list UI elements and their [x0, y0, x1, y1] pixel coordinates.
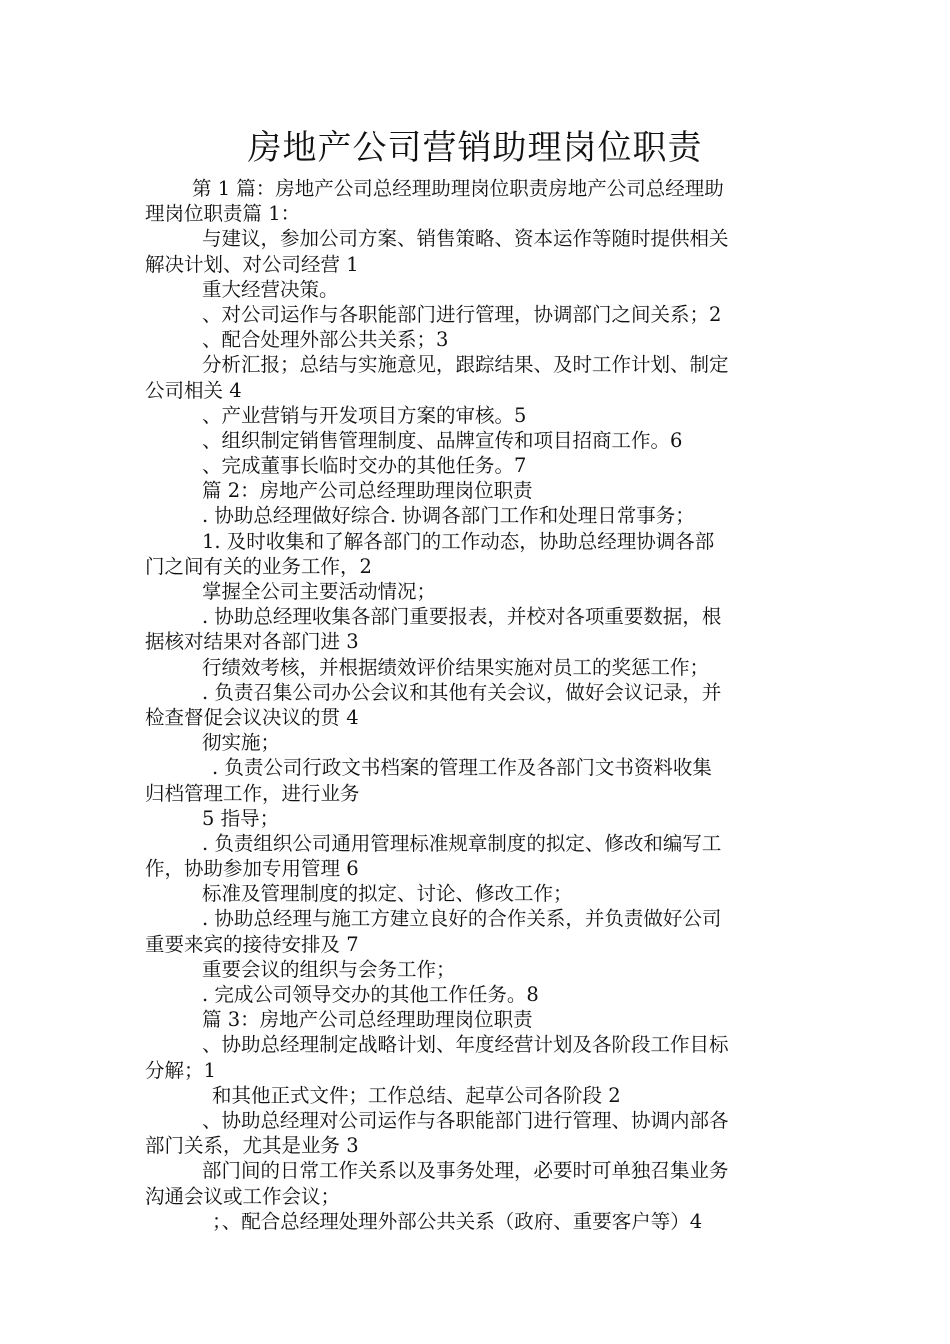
- text-line: 行绩效考核，并根据绩效评价结果实施对员工的奖惩工作；: [202, 655, 710, 679]
- text-line: 部门间的日常工作关系以及事务处理，必要时可单独召集业务: [202, 1159, 729, 1183]
- text-line: 沟通会议或工作会议；: [145, 1184, 341, 1208]
- text-line: ；、配合总经理处理外部公共关系（政府、重要客户等）4: [212, 1209, 703, 1233]
- text-line: 理岗位职责篇 1：: [145, 202, 301, 226]
- text-line: 1. 及时收集和了解各部门的工作动态，协助总经理协调各部: [202, 529, 715, 553]
- text-line: 篇 2：房地产公司总经理助理岗位职责: [202, 479, 533, 503]
- text-line: 、协助总经理对公司运作与各职能部门进行管理、协调内部各: [202, 1108, 729, 1132]
- text-line: 、组织制定销售管理制度、品牌宣传和项目招商工作。6: [202, 428, 683, 452]
- text-line: 重要来宾的接待安排及 7: [145, 932, 359, 956]
- text-line: 5 指导；: [202, 806, 280, 830]
- text-line: 、完成董事长临时交办的其他任务。7: [202, 454, 527, 478]
- text-line: 作，协助参加专用管理 6: [145, 857, 359, 881]
- text-line: 、对公司运作与各职能部门进行管理，协调部门之间关系；2: [202, 302, 722, 326]
- text-line: . 完成公司领导交办的其他工作任务。8: [202, 983, 539, 1006]
- text-line: . 负责公司行政文书档案的管理工作及各部门文书资料收集: [212, 756, 712, 780]
- text-line: 重大经营决策。: [202, 277, 339, 301]
- text-line: . 负责召集公司办公会议和其他有关会议，做好会议记录，并: [202, 680, 722, 704]
- text-line: 解决计划、对公司经营 1: [145, 252, 359, 276]
- text-line: 、配合处理外部公共关系；3: [202, 328, 449, 352]
- text-line: . 协助总经理做好综合. 协调各部门工作和处理日常事务；: [202, 504, 695, 528]
- text-line: 重要会议的组织与会务工作；: [202, 957, 456, 981]
- text-line: 部门关系，尤其是业务 3: [145, 1134, 359, 1158]
- text-line: . 协助总经理与施工方建立良好的合作关系，并负责做好公司: [202, 907, 722, 931]
- text-line: 标准及管理制度的拟定、讨论、修改工作；: [202, 882, 573, 906]
- text-line: 门之间有关的业务工作，2: [145, 554, 372, 578]
- text-line: 公司相关 4: [145, 378, 242, 402]
- text-line: 、协助总经理制定战略计划、年度经营计划及各阶段工作目标: [202, 1033, 729, 1057]
- text-line: 分析汇报；总结与实施意见，跟踪结果、及时工作计划、制定: [202, 353, 729, 377]
- text-line: 篇 3：房地产公司总经理助理岗位职责: [202, 1008, 533, 1032]
- document-title: 房地产公司营销助理岗位职责: [247, 128, 703, 168]
- text-line: . 协助总经理收集各部门重要报表，并校对各项重要数据，根: [202, 605, 722, 629]
- text-line: 分解；1: [145, 1058, 216, 1082]
- text-line: 与建议，参加公司方案、销售策略、资本运作等随时提供相关: [202, 227, 729, 251]
- text-line: . 负责组织公司通用管理标准规章制度的拟定、修改和编写工: [202, 831, 722, 855]
- text-line: 和其他正式文件；工作总结、起草公司各阶段 2: [212, 1083, 621, 1107]
- text-line: 检查督促会议决议的贯 4: [145, 705, 359, 729]
- text-line: 掌握全公司主要活动情况；: [202, 580, 437, 603]
- text-line: 据核对结果对各部门进 3: [145, 630, 359, 654]
- text-line: 第 1 篇：房地产公司总经理助理岗位职责房地产公司总经理助: [192, 177, 724, 200]
- document-body: [145, 176, 810, 1234]
- text-line: 归档管理工作，进行业务: [145, 781, 360, 805]
- text-line: 彻实施；: [202, 731, 281, 755]
- text-line: 、产业营销与开发项目方案的审核。5: [202, 403, 527, 427]
